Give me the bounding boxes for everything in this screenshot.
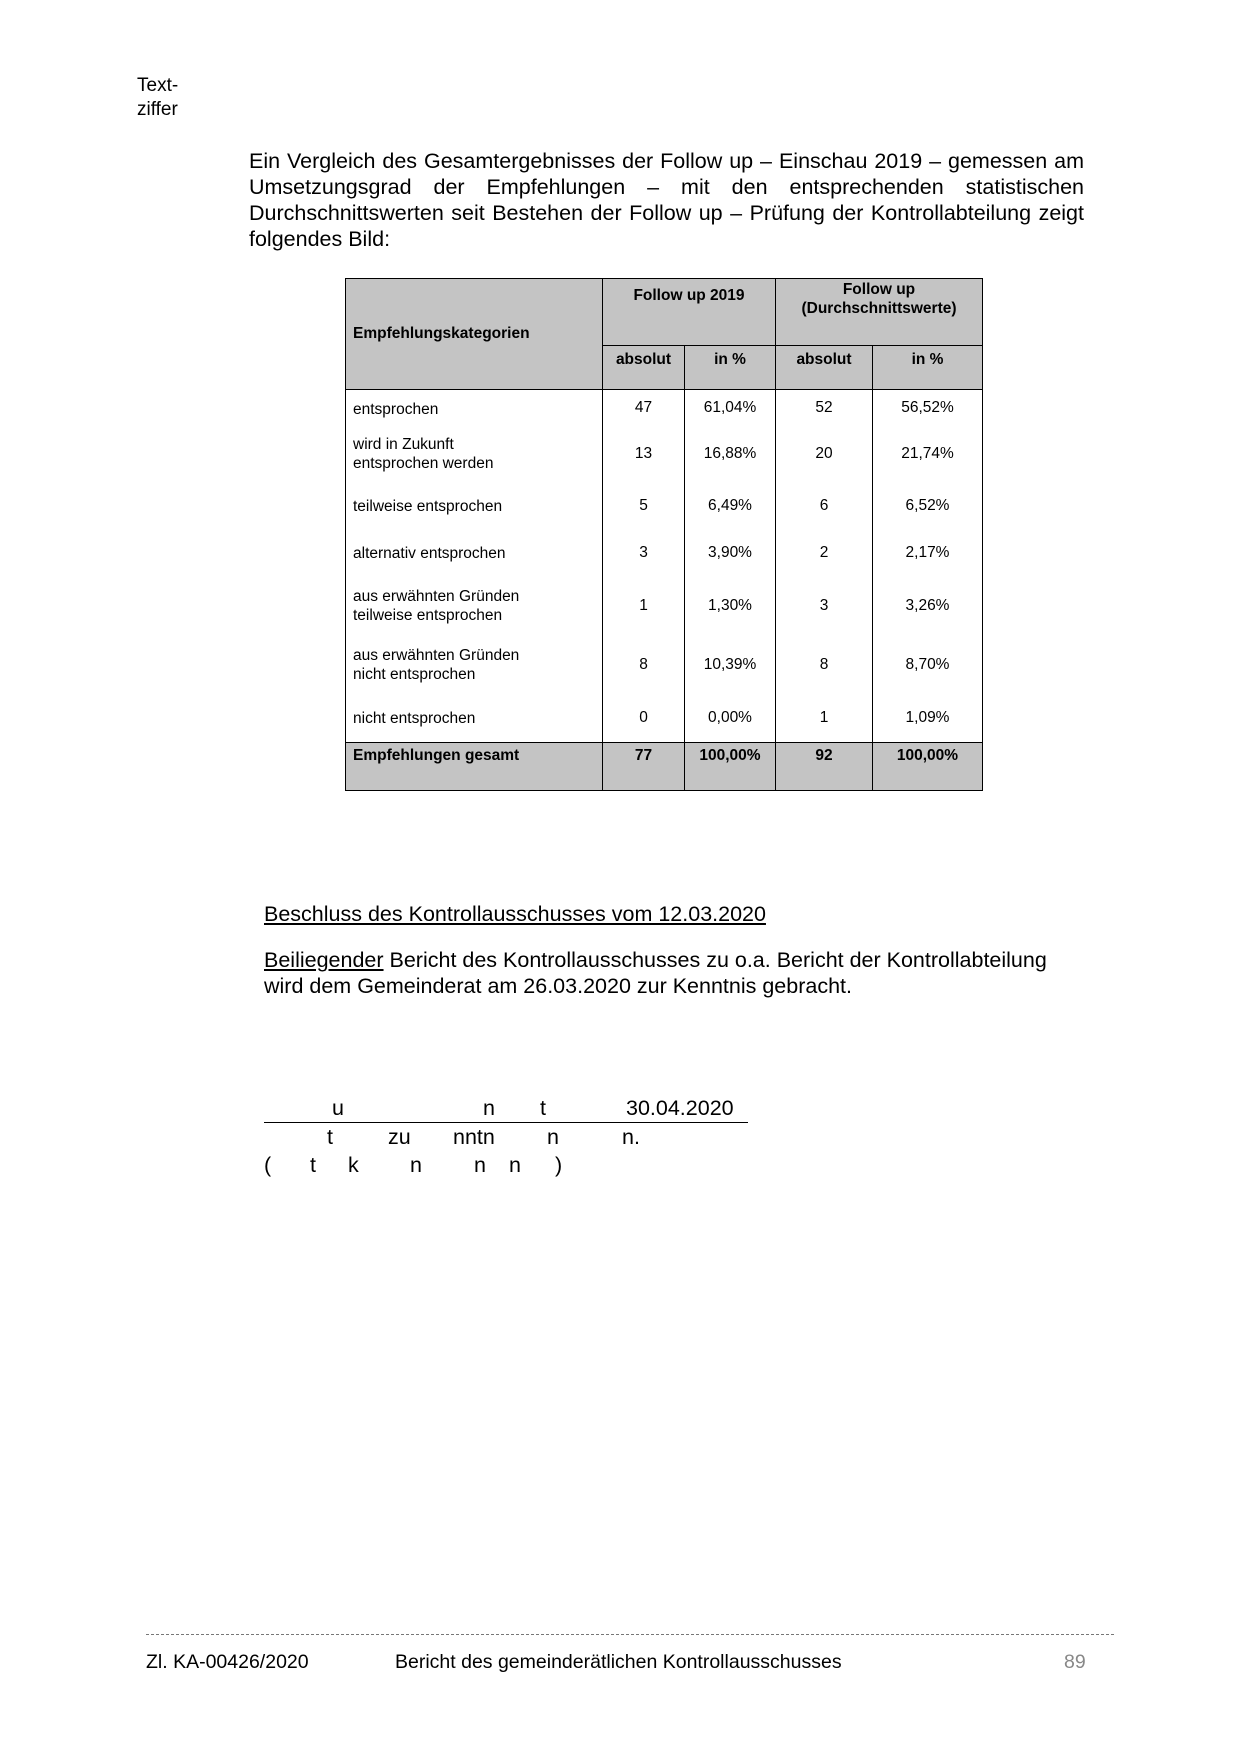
row-value: 3	[776, 577, 873, 636]
signature-fragment: zu	[388, 1125, 411, 1149]
row-category	[346, 636, 603, 695]
row-value: 1,09%	[873, 695, 983, 743]
row-value: 2,17%	[873, 530, 983, 577]
row-category	[346, 577, 603, 636]
sub-header-absolut-2019: absolut	[603, 346, 685, 390]
signature-fragment: (	[264, 1153, 272, 1177]
signature-fragment: t	[327, 1125, 333, 1149]
row-value: 6,49%	[685, 483, 776, 530]
row-value: 1	[776, 695, 873, 743]
row-value: 0	[603, 695, 685, 743]
row-value: 52	[776, 390, 873, 426]
row-value: 21,74%	[873, 426, 983, 483]
table-row	[346, 577, 983, 636]
intro-paragraph: Ein Vergleich des Gesamtergebnisses der Follow up – Einschau 2019 – gemessen am Umsetzungsgrad der Empfehlungen – mit den entsprechenden statistischen Durchschnittswerten seit Bestehen der Follow up – Prüfung der Kontrollabteilung zeigt folgendes Bild:	[249, 149, 1084, 251]
page-number: 89	[1064, 1651, 1086, 1673]
total-value: 100,00%	[685, 743, 776, 791]
row-value: 2	[776, 530, 873, 577]
margin-label-line-1: Text-	[137, 75, 179, 96]
group-header-average	[776, 279, 983, 346]
total-value: 77	[603, 743, 685, 791]
table-row	[346, 426, 983, 483]
row-value: 1,30%	[685, 577, 776, 636]
row-value: 56,52%	[873, 390, 983, 426]
signature-fragment: k	[348, 1153, 359, 1177]
row-category: entsprochen	[346, 390, 603, 426]
row-value: 61,04%	[685, 390, 776, 426]
row-category-line: wird in Zukunft	[353, 436, 454, 453]
signature-row	[264, 1123, 748, 1151]
row-category: alternativ entsprochen	[346, 530, 603, 577]
row-category: teilweise entsprochen	[346, 483, 603, 530]
decision-title: Beschluss des Kontrollausschusses vom 12.03.2020	[264, 902, 766, 926]
margin-label-line-2: ziffer	[137, 99, 178, 120]
sub-header-absolut-avg: absolut	[776, 346, 873, 390]
row-value: 8,70%	[873, 636, 983, 695]
row-category-line: aus erwähnten Gründen	[353, 588, 520, 605]
table-row	[346, 695, 983, 743]
row-value: 13	[603, 426, 685, 483]
table-row	[346, 530, 983, 577]
row-value: 5	[603, 483, 685, 530]
row-category-line: nicht entsprochen	[353, 666, 476, 683]
row-value: 3,26%	[873, 577, 983, 636]
row-category-line: entsprochen werden	[353, 455, 494, 472]
footer-reference: Zl. KA-00426/2020	[146, 1651, 309, 1673]
total-category: Empfehlungen gesamt	[346, 743, 603, 791]
signature-fragment: n	[410, 1153, 422, 1177]
group-header-average-line-1: Follow up	[842, 281, 916, 298]
row-value: 6,52%	[873, 483, 983, 530]
signature-fragment: u	[332, 1096, 344, 1120]
signature-row	[264, 1151, 748, 1179]
table-row	[346, 390, 983, 426]
signature-fragment: t	[540, 1096, 546, 1120]
row-value: 16,88%	[685, 426, 776, 483]
table-row	[346, 483, 983, 530]
category-header: Empfehlungskategorien	[346, 279, 603, 390]
group-header-2019: Follow up 2019	[603, 279, 776, 346]
row-value: 8	[603, 636, 685, 695]
row-value: 1	[603, 577, 685, 636]
sub-header-pct-avg: in %	[873, 346, 983, 390]
row-category-line: teilweise entsprochen	[353, 607, 503, 624]
sub-header-pct-2019: in %	[685, 346, 776, 390]
group-header-average-line-2: (Durchschnittswerte)	[801, 300, 957, 317]
table-row	[346, 636, 983, 695]
signature-line	[264, 1094, 748, 1123]
signature-fragment: n	[474, 1153, 486, 1177]
decision-section	[264, 901, 1084, 999]
signature-fragment: nntn	[453, 1125, 495, 1149]
signature-fragment: t	[310, 1153, 316, 1177]
margin-label	[137, 74, 178, 122]
total-value: 92	[776, 743, 873, 791]
signature-fragment: n	[547, 1125, 559, 1149]
footer-divider	[146, 1634, 1114, 1635]
row-value: 8	[776, 636, 873, 695]
signature-fragment: )	[555, 1153, 563, 1177]
results-table	[345, 278, 983, 791]
row-category: nicht entsprochen	[346, 695, 603, 743]
signature-fragment: n.	[622, 1125, 640, 1149]
total-row	[346, 743, 983, 791]
row-value: 47	[603, 390, 685, 426]
row-value: 20	[776, 426, 873, 483]
signature-fragment: n	[509, 1153, 521, 1177]
decision-body-underlined: Beiliegender	[264, 948, 384, 972]
row-value: 6	[776, 483, 873, 530]
row-value: 0,00%	[685, 695, 776, 743]
footer-title: Bericht des gemeinderätlichen Kontrollausschusses	[395, 1651, 842, 1673]
row-value: 3	[603, 530, 685, 577]
row-value: 3,90%	[685, 530, 776, 577]
row-category	[346, 426, 603, 483]
decision-body-text: Bericht des Kontrollausschusses zu o.a. Bericht der Kontrollabteilung wird dem Gemeinderat am 26.03.2020 zur Kenntnis gebracht.	[264, 948, 1047, 998]
row-category-line: aus erwähnten Gründen	[353, 647, 520, 664]
signature-block	[264, 1094, 748, 1179]
row-value: 10,39%	[685, 636, 776, 695]
signature-date: 30.04.2020	[626, 1096, 734, 1120]
signature-fragment: n	[483, 1096, 495, 1120]
total-value: 100,00%	[873, 743, 983, 791]
decision-body	[264, 947, 1084, 999]
